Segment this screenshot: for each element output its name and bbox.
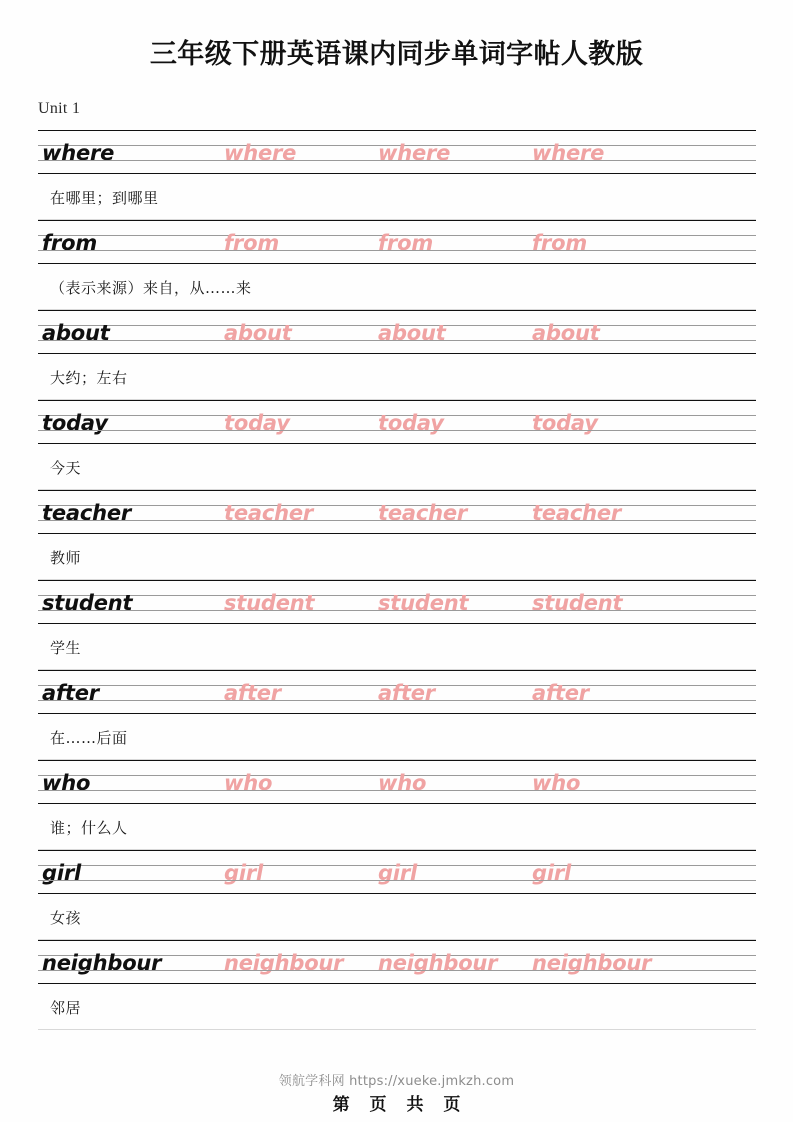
model-word: after: [42, 681, 99, 705]
staff-writing-area[interactable]: [38, 491, 756, 533]
staff-writing-area[interactable]: [38, 851, 756, 893]
trace-word-1: from: [224, 231, 280, 255]
meaning-row: [38, 264, 756, 310]
trace-word-1: who: [224, 771, 273, 795]
trace-word-1: about: [224, 321, 292, 345]
model-word: teacher: [42, 501, 132, 525]
four-line-staff: [38, 310, 756, 354]
model-word: about: [42, 321, 110, 345]
page-title: 三年级下册英语课内同步单词字帖人教版: [149, 39, 644, 70]
trace-word-1: after: [224, 681, 281, 705]
trace-word-1: today: [224, 411, 290, 435]
meaning-text: 今天: [50, 459, 82, 477]
model-word: from: [42, 231, 98, 255]
word-entry: [38, 490, 756, 580]
trace-word-3: neighbour: [532, 951, 652, 975]
trace-word-1: student: [224, 591, 315, 615]
trace-word-2: after: [378, 681, 435, 705]
model-word: who: [42, 771, 91, 795]
meaning-text: 在哪里；到哪里: [50, 189, 159, 207]
staff-writing-area[interactable]: [38, 221, 756, 263]
meaning-row: [38, 804, 756, 850]
staff-writing-area[interactable]: [38, 311, 756, 353]
trace-word-3: girl: [532, 861, 571, 885]
four-line-staff: [38, 130, 756, 174]
meaning-text: 在……后面: [50, 729, 128, 747]
watermark-text: 领航学科网 https://xueke.jmkzh.com: [278, 1074, 515, 1089]
meaning-row: [38, 984, 756, 1030]
trace-word-3: teacher: [532, 501, 622, 525]
four-line-staff: [38, 490, 756, 534]
four-line-staff: [38, 940, 756, 984]
meaning-text: 学生: [50, 639, 82, 657]
meaning-row: [38, 534, 756, 580]
trace-word-2: where: [378, 141, 451, 165]
trace-word-2: girl: [378, 861, 417, 885]
staff-writing-area[interactable]: [38, 761, 756, 803]
meaning-row: [38, 714, 756, 760]
meaning-text: 谁；什么人: [50, 819, 128, 837]
trace-word-3: after: [532, 681, 589, 705]
word-entry: [38, 580, 756, 670]
word-entry: [38, 670, 756, 760]
staff-writing-area[interactable]: [38, 131, 756, 173]
model-word: neighbour: [42, 951, 162, 975]
meaning-text: 女孩: [50, 909, 82, 927]
trace-word-3: from: [532, 231, 588, 255]
trace-word-2: who: [378, 771, 427, 795]
meaning-row: [38, 444, 756, 490]
trace-word-3: about: [532, 321, 600, 345]
word-entry: [38, 850, 756, 940]
meaning-text: 教师: [50, 549, 82, 567]
four-line-staff: [38, 850, 756, 894]
trace-word-3: student: [532, 591, 623, 615]
four-line-staff: [38, 760, 756, 804]
meaning-text: 邻居: [50, 999, 82, 1017]
word-entry: [38, 220, 756, 310]
trace-word-3: where: [532, 141, 605, 165]
meaning-text: 大约；左右: [50, 369, 128, 387]
word-entry: [38, 130, 756, 220]
trace-word-2: about: [378, 321, 446, 345]
four-line-staff: [38, 670, 756, 714]
trace-word-1: girl: [224, 861, 263, 885]
meaning-text: （表示来源）来自，从……来: [50, 279, 252, 297]
unit-label: Unit 1: [38, 100, 81, 117]
trace-word-3: today: [532, 411, 598, 435]
model-word: today: [42, 411, 108, 435]
trace-word-2: from: [378, 231, 434, 255]
trace-word-2: teacher: [378, 501, 468, 525]
trace-word-2: student: [378, 591, 469, 615]
four-line-staff: [38, 220, 756, 264]
meaning-row: [38, 354, 756, 400]
meaning-row: [38, 174, 756, 220]
word-practice-sheet: [38, 130, 756, 1030]
word-entry: [38, 400, 756, 490]
trace-word-2: today: [378, 411, 444, 435]
model-word: student: [42, 591, 133, 615]
staff-writing-area[interactable]: [38, 671, 756, 713]
staff-writing-area[interactable]: [38, 941, 756, 983]
meaning-row: [38, 624, 756, 670]
model-word: where: [42, 141, 115, 165]
trace-word-1: teacher: [224, 501, 314, 525]
word-entry: [38, 940, 756, 1030]
trace-word-1: where: [224, 141, 297, 165]
word-entry: [38, 760, 756, 850]
page-number-footer: 第 页 共 页: [332, 1095, 468, 1115]
trace-word-1: neighbour: [224, 951, 344, 975]
four-line-staff: [38, 580, 756, 624]
trace-word-3: who: [532, 771, 581, 795]
staff-writing-area[interactable]: [38, 401, 756, 443]
word-entry: [38, 310, 756, 400]
meaning-row: [38, 894, 756, 940]
staff-writing-area[interactable]: [38, 581, 756, 623]
four-line-staff: [38, 400, 756, 444]
trace-word-2: neighbour: [378, 951, 498, 975]
model-word: girl: [42, 861, 81, 885]
